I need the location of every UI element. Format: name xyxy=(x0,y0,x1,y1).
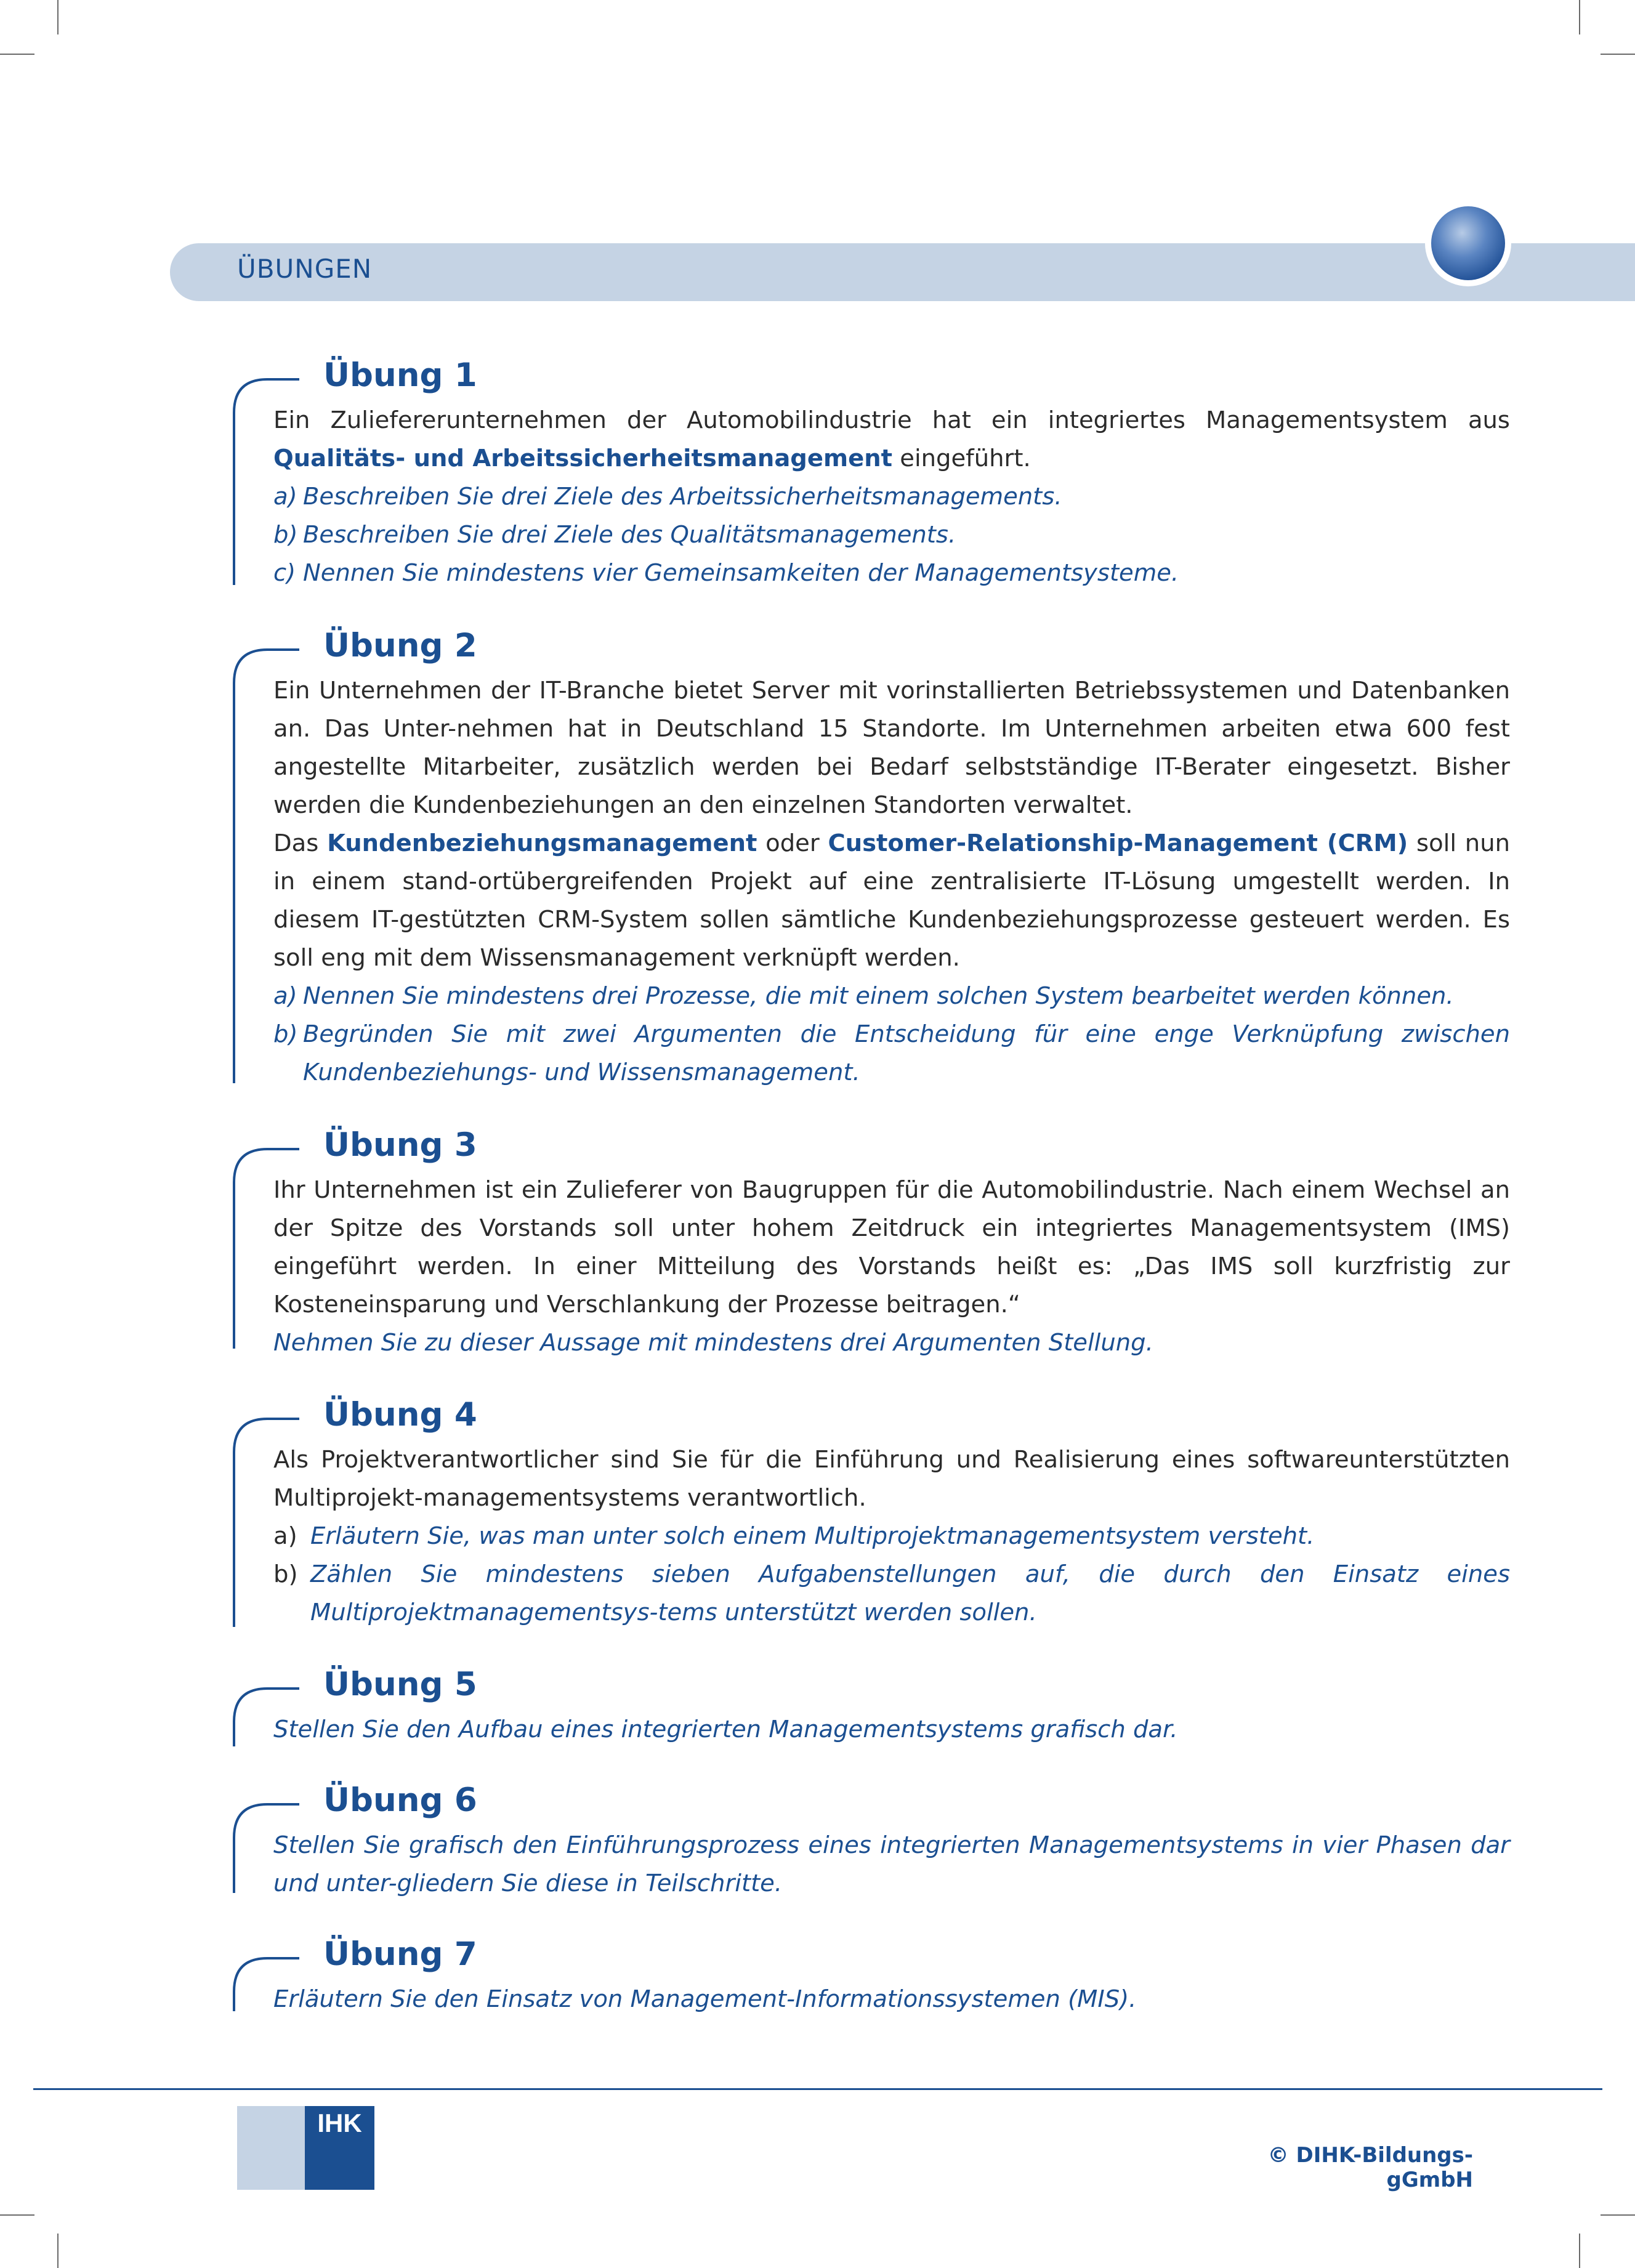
task-text: Nennen Sie mindestens drei Prozesse, die mit einem solchen System bearbeitet werden können. xyxy=(303,982,1454,1010)
task-item xyxy=(273,1015,1510,1092)
intro-text: eingeführt. xyxy=(892,445,1031,472)
task-item xyxy=(273,516,1510,554)
footer-divider xyxy=(33,2088,1602,2090)
exercise-3 xyxy=(0,1126,1635,1357)
exercise-intro xyxy=(273,402,1510,478)
decorative-sphere-icon xyxy=(1425,200,1511,286)
exercise-paragraph xyxy=(273,825,1510,977)
task-text: Nennen Sie mindestens vier Gemeinsamkeiten der Managementsysteme. xyxy=(303,559,1179,587)
exercise-title: Übung 4 xyxy=(323,1396,477,1434)
exercise-title: Übung 7 xyxy=(323,1935,477,1973)
exercise-title: Übung 6 xyxy=(323,1782,477,1819)
crop-mark xyxy=(57,2234,59,2268)
exercise-body xyxy=(273,1980,1510,2019)
footer-copyright: © DIHK-Bildungs-gGmbH xyxy=(1267,2143,1473,2192)
exercise-task: Stellen Sie den Aufbau eines integrierten Managementsystems grafisch dar. xyxy=(273,1716,1178,1743)
exercise-body xyxy=(273,1441,1510,1632)
exercise-title: Übung 5 xyxy=(323,1666,477,1703)
section-title: ÜBUNGEN xyxy=(237,254,373,284)
task-item xyxy=(273,478,1510,516)
task-marker: b) xyxy=(273,1020,298,1048)
exercise-paragraph: Ein Unternehmen der IT-Branche bietet Server mit vorinstallierten Betriebssystemen und Datenbanken an. Das Unter-nehmen hat in Deutschland 15 Standorte. Im Unternehmen arbeiten etwa 600 fest angestellte Mitarbeiter, zusätzlich werden bei Bedarf selbstständige IT-Berater eingesetzt. Bisher werden die Kundenbeziehungen an den einzelnen Standorten verwaltet. xyxy=(273,677,1510,819)
crop-mark xyxy=(0,54,34,55)
exercise-1 xyxy=(0,357,1635,585)
crop-mark xyxy=(1579,0,1580,34)
exercise-body xyxy=(273,672,1510,1092)
exercise-paragraph: Ihr Unternehmen ist ein Zulieferer von Baugruppen für die Automobilindustrie. Nach einem Wechsel an der Spitze des Vorstands soll unter hohem Zeitdruck ein integriertes Managementsystem (IMS) eingeführt werden. In einer Mitteilung des Vorstands heißt es: „Das IMS soll kurzfristig zur Kosteneinsparung und Verschlankung der Prozesse beitragen.“ xyxy=(273,1176,1510,1318)
exercise-4 xyxy=(0,1397,1635,1627)
task-item xyxy=(273,977,1510,1015)
exercise-task: Nehmen Sie zu dieser Aussage mit mindestens drei Argumenten Stellung. xyxy=(273,1329,1153,1357)
exercise-body xyxy=(273,1711,1510,1749)
exercise-5 xyxy=(0,1666,1635,1746)
crop-mark xyxy=(1601,2214,1635,2216)
task-marker: a) xyxy=(273,483,297,511)
task-text: Erläutern Sie, was man unter solch einem Multiprojektmanagementsystem versteht. xyxy=(310,1522,1315,1550)
footer-logo-band xyxy=(237,2106,305,2190)
paragraph-text: Das xyxy=(273,829,328,857)
exercise-2 xyxy=(0,627,1635,1086)
paragraph-text: oder xyxy=(757,829,828,857)
task-marker: b) xyxy=(273,521,298,549)
exercise-body xyxy=(273,1826,1510,1903)
crop-mark xyxy=(1601,54,1635,55)
exercise-body xyxy=(273,1171,1510,1362)
task-marker: c) xyxy=(273,559,296,587)
intro-text: Ein Zuliefererunternehmen der Automobilindustrie hat ein integriertes Managementsystem aus xyxy=(273,406,1510,434)
exercise-7 xyxy=(0,1936,1635,2011)
exercise-task: Erläutern Sie den Einsatz von Management-Informationssystemen (MIS). xyxy=(273,1985,1137,2013)
task-text: Beschreiben Sie drei Ziele des Qualitätsmanagements. xyxy=(303,521,956,549)
exercise-body xyxy=(273,402,1510,592)
exercise-title: Übung 2 xyxy=(323,627,477,664)
highlight-term: Customer-Relationship-Management (CRM) xyxy=(828,829,1408,857)
exercise-title: Übung 1 xyxy=(323,357,477,394)
task-marker: b) xyxy=(273,1560,298,1588)
task-marker: a) xyxy=(273,982,297,1010)
ihk-logo: IHK xyxy=(305,2106,374,2190)
exercise-title: Übung 3 xyxy=(323,1126,477,1164)
task-item xyxy=(273,1517,1510,1556)
task-marker: a) xyxy=(273,1522,297,1550)
section-header-band xyxy=(170,243,1635,301)
task-item xyxy=(273,1556,1510,1632)
exercise-task: Stellen Sie grafisch den Einführungsprozess eines integrierten Managementsystems in vier Phasen dar und unter-gliedern Sie diese in Teilschritte. xyxy=(273,1831,1510,1897)
crop-mark xyxy=(1579,2234,1580,2268)
crop-mark xyxy=(57,0,59,34)
task-text: Begründen Sie mit zwei Argumenten die Entscheidung für eine enge Verknüpfung zwischen Kundenbeziehungs- und Wissensmanagement. xyxy=(303,1020,1510,1086)
crop-mark xyxy=(0,2214,34,2216)
task-text: Zählen Sie mindestens sieben Aufgabenstellungen auf, die durch den Einsatz eines Multiprojektmanagementsys-tems unterstützt werden sollen. xyxy=(310,1560,1510,1626)
exercise-paragraph: Als Projektverantwortlicher sind Sie für die Einführung und Realisierung eines softwareunterstützten Multiprojekt-managementsystems verantwortlich. xyxy=(273,1446,1510,1512)
exercise-6 xyxy=(0,1782,1635,1897)
task-text: Beschreiben Sie drei Ziele des Arbeitssicherheitsmanagements. xyxy=(303,483,1062,511)
highlight-term: Qualitäts- und Arbeitssicherheitsmanagement xyxy=(273,445,893,472)
task-item xyxy=(273,554,1510,592)
highlight-term: Kundenbeziehungsmanagement xyxy=(327,829,757,857)
paragraph-text: soll nun in einem stand-ortübergreifenden Projekt auf eine zentralisierte IT-Lösung umgestellt werden. In diesem IT-gestützten CRM-System sollen sämtliche Kundenbeziehungsprozesse gesteuert werden. Es soll eng mit dem Wissensmanagement verknüpft werden. xyxy=(273,829,1510,972)
